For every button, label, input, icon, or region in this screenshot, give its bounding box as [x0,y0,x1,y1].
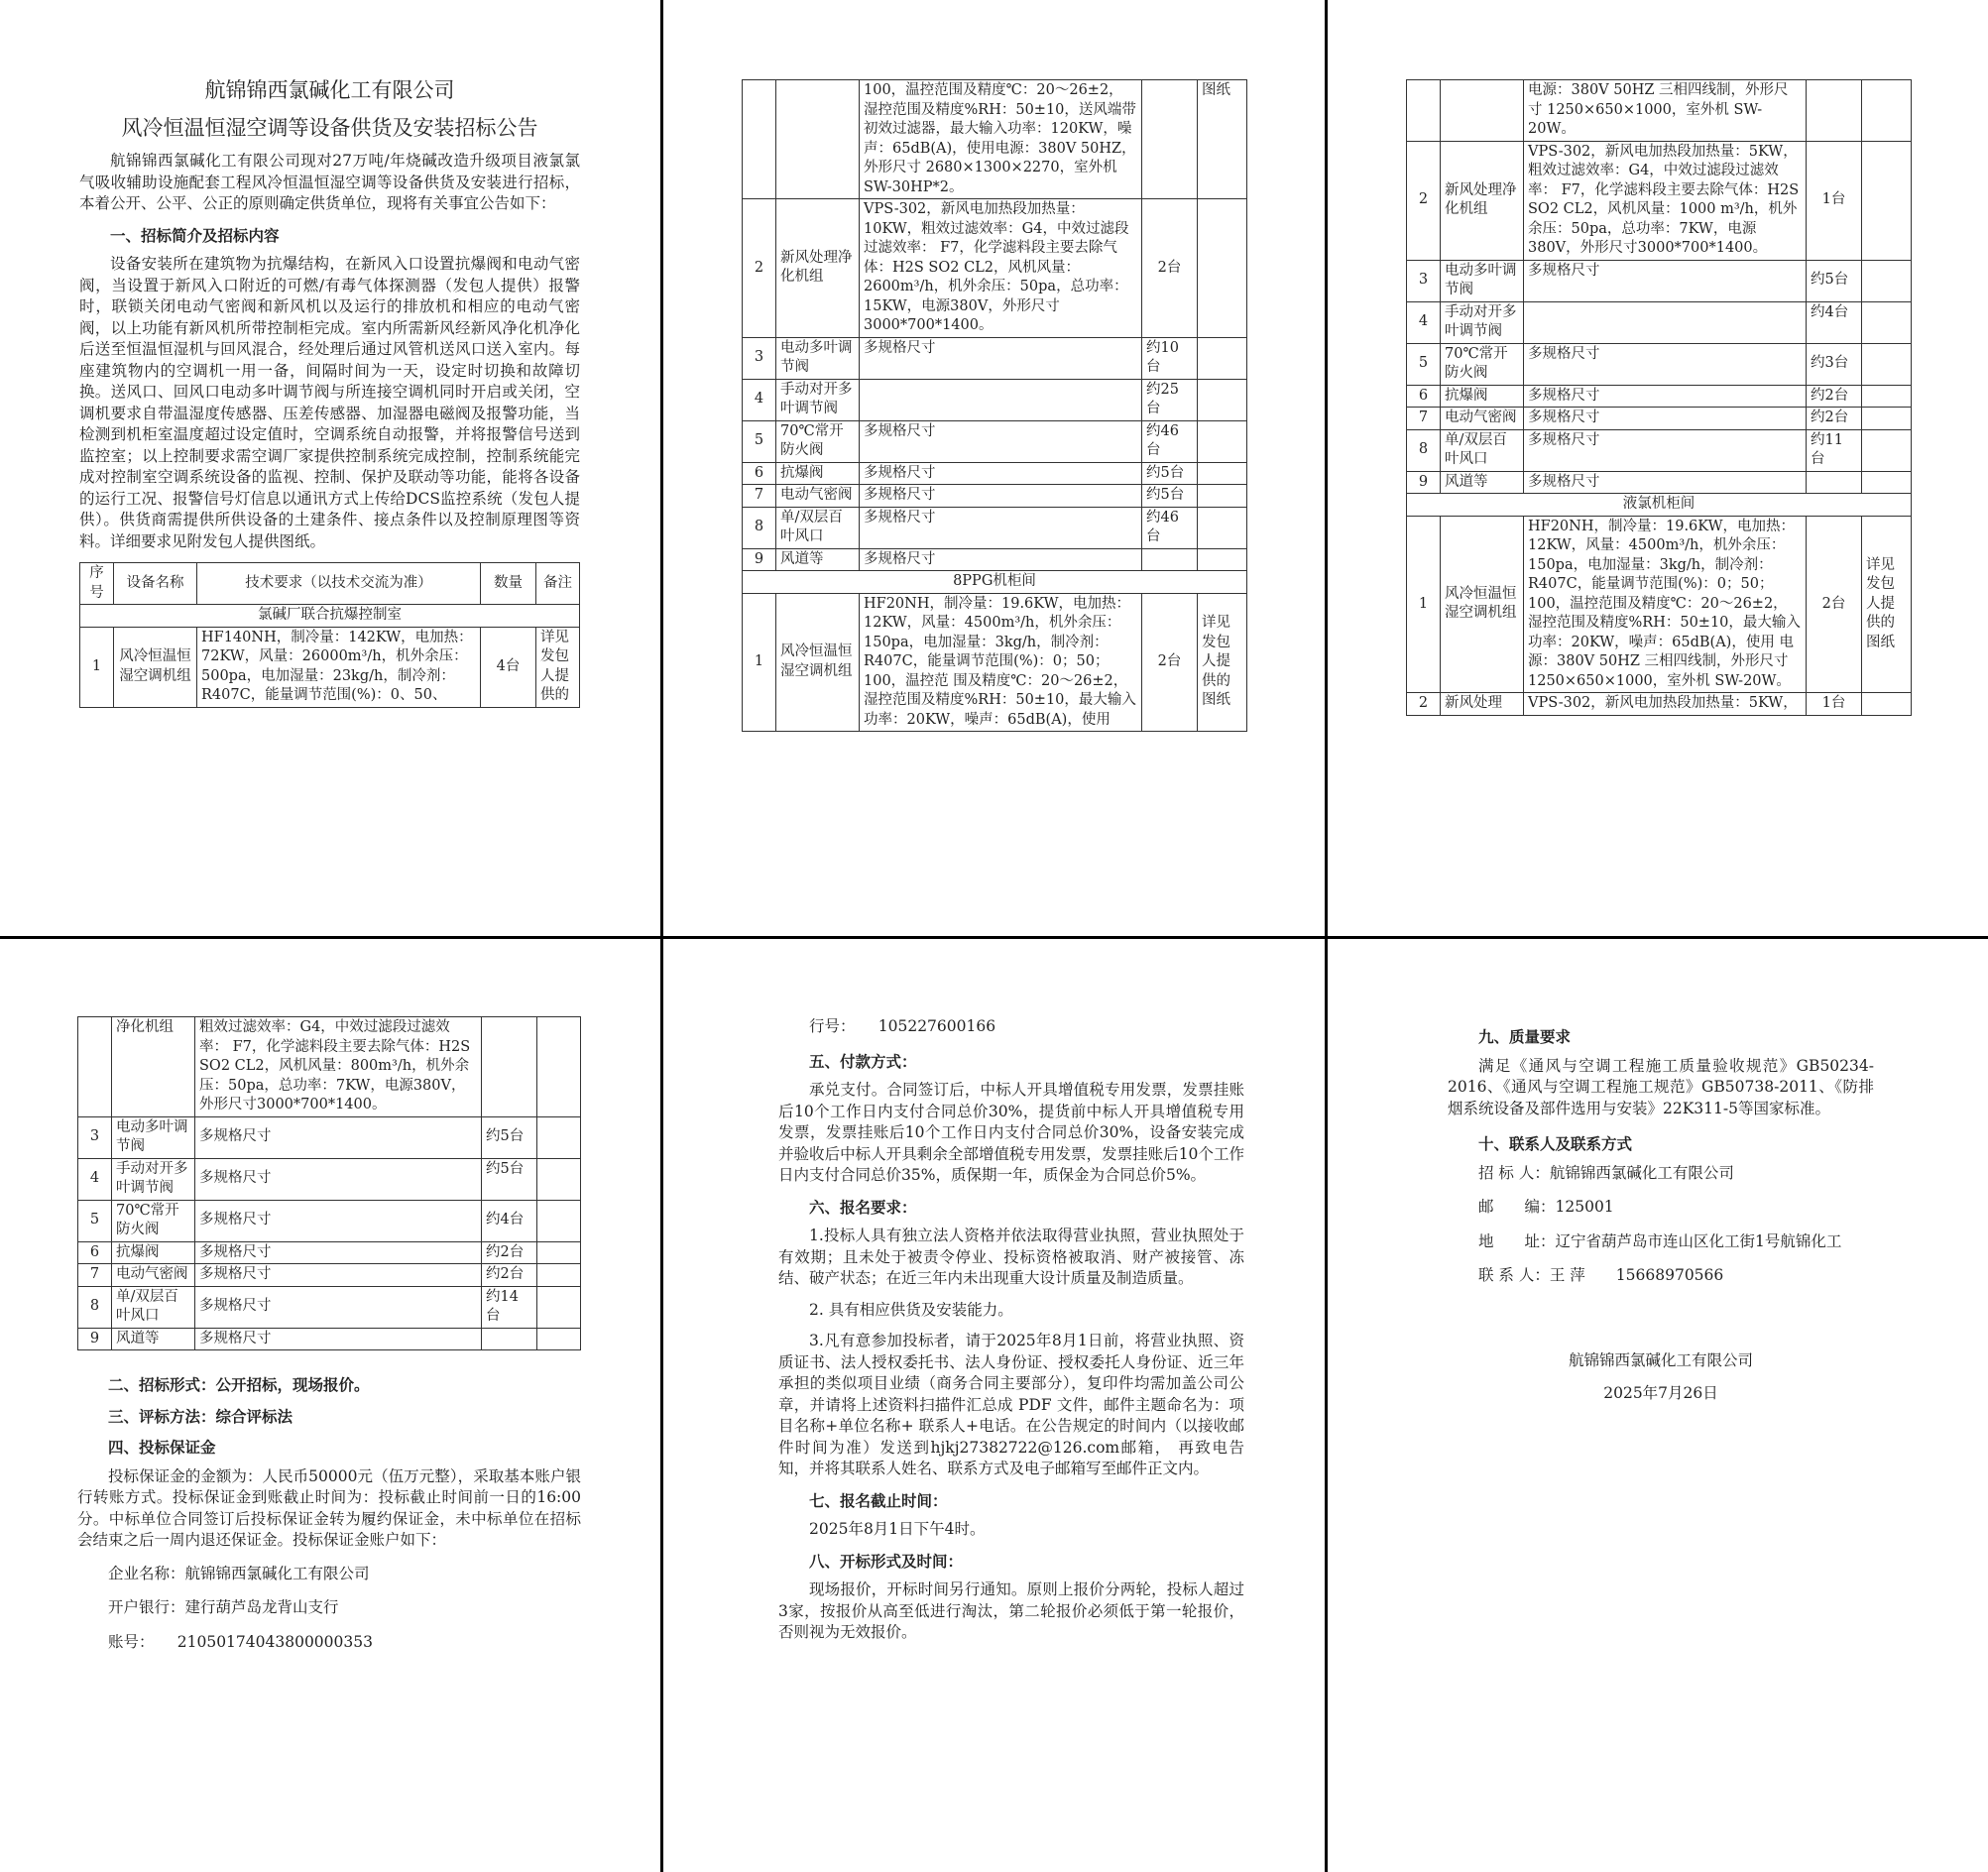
cell-name: 风冷恒温恒湿空调机组 [1441,516,1524,693]
cell-name: 电动多叶调节阀 [112,1116,195,1158]
cell-spec: 多规格尺寸 [195,1264,482,1287]
equipment-table-1 [79,562,580,708]
cell-seq: 6 [743,462,776,485]
cell-spec: 多规格尺寸 [195,1328,482,1350]
cell-seq: 9 [743,548,776,571]
cell-spec: 多规格尺寸 [1524,471,1807,494]
cell-qty: 约46台 [1142,420,1198,462]
group-label: 8PPG机柜间 [743,571,1247,594]
section-6-heading: 六、报名要求： [809,1197,917,1217]
cell-name: 电动气密阀 [112,1264,195,1287]
cell-remark: 详见发包人提供的图纸 [1862,516,1912,693]
cell-name: 手动对开多叶调节阀 [112,1158,195,1200]
table-row [80,627,580,707]
contact-tenderer: 招 标 人：航锦锦西氯碱化工有限公司 [1478,1163,1734,1182]
cell-qty: 约5台 [482,1158,537,1200]
signature-company: 航锦锦西氯碱化工有限公司 [1568,1350,1753,1369]
col-remark: 备注 [536,563,580,605]
cell-qty: 约4台 [1807,301,1862,343]
table-row [743,593,1247,732]
equipment-table-3 [1406,79,1912,716]
table-row [78,1017,581,1117]
cell-qty: 1台 [1807,693,1862,716]
cell-spec: HF140NH，制冷量：142KW，电加热：72KW，风量：26000m³/h，机外余压：500pa，电加湿量：23kg/h，制冷剂：R407C，能量调节范围(%)：0、50、 [197,627,481,707]
account-bank: 开户银行：建行葫芦岛龙背山支行 [108,1598,339,1616]
intro-paragraph: 航锦锦西氯碱化工有限公司现对27万吨/年烧碱改造升级项目液氯氯气吸收辅助设施配套工程风冷恒温恒湿空调等设备供货及安装进行招标，本着公开、公平、公正的原则确定供货单位，现将有关事宜公告如下： [79,152,580,212]
account-name: 企业名称：航锦锦西氯碱化工有限公司 [108,1564,370,1582]
cell-qty: 约4台 [482,1200,537,1241]
cell-name: 风冷恒温恒湿空调机组 [776,593,860,732]
contact-address: 地 址：辽宁省葫芦岛市连山区化工街1号航锦化工 [1478,1231,1842,1250]
table-row [1407,301,1912,343]
cell-seq: 9 [1407,471,1441,494]
table-row [78,1200,581,1241]
cell-seq: 3 [78,1116,112,1158]
cell-seq: 7 [78,1264,112,1287]
cell-qty: 约2台 [1807,385,1862,408]
cell-qty: 约10台 [1142,337,1198,379]
cell-name: 单/双层百叶风口 [776,507,860,548]
cell-seq: 4 [1407,301,1441,343]
deposit-paragraph: 投标保证金的金额为：人民币50000元（伍万元整），采取基本账户银行转账方式。投标保证金到账截止时间为：投标截止时间前一日的16:00分。中标单位合同签订后投标保证金转为履约保证金，未中标单位在招标会结束之后一周内退还保证金。投标保证金账户如下： [77,1466,581,1549]
cell-remark [1198,548,1247,571]
equipment-table-2 [742,79,1247,732]
cell-spec: 多规格尺寸 [1524,385,1807,408]
cell-seq: 7 [743,485,776,508]
cell-remark [1862,141,1912,260]
cell-name: 风道等 [112,1328,195,1350]
cell-seq: 1 [1407,516,1441,693]
cell-qty: 约5台 [1807,260,1862,301]
cell-name: 70℃常开防火阀 [112,1200,195,1241]
table-row [743,507,1247,548]
table-row [1407,429,1912,471]
table-row [743,462,1247,485]
table-row [743,199,1247,338]
table-row [1407,693,1912,716]
cell-seq: 2 [1407,141,1441,260]
quality-paragraph: 满足《通风与空调工程施工质量验收规范》GB50234-2016、《通风与空调工程施工规范》GB50738-2011、《防排烟系统设备及部件选用与安装》22K311-5等国家标准。 [1448,1056,1874,1117]
cell-name: 电动多叶调节阀 [776,337,860,379]
table-header [80,563,580,605]
cell-seq: 3 [743,337,776,379]
cell-spec: 多规格尺寸 [860,420,1142,462]
cell-remark [1862,408,1912,430]
cell-seq: 2 [1407,693,1441,716]
section-5-heading: 五、付款方式： [809,1051,917,1071]
table-row [743,420,1247,462]
cell-spec: 多规格尺寸 [195,1286,482,1328]
cell-seq: 6 [1407,385,1441,408]
divider-h [0,936,1988,939]
cell-remark [1198,199,1247,338]
cell-spec: 多规格尺寸 [860,507,1142,548]
signature-date: 2025年7月26日 [1603,1384,1718,1402]
account-number: 账号： 21050174043800000353 [108,1632,373,1651]
table-row [1407,408,1912,430]
cell-remark [1862,471,1912,494]
cell-spec: 100，温控范围及精度℃：20～26±2，湿控范围及精度%RH：50±10，送风端带初效过滤器，最大输入功率：120KW，噪声：65dB(A)，使用电源：380V 50HZ，外形尺寸 2680×1300×2270，室外机 SW-30HP*2。 [860,80,1142,199]
equipment-table-4 [77,1016,581,1350]
cell-remark [1862,80,1912,142]
cell-remark [537,1328,581,1350]
cell-seq: 2 [743,199,776,338]
table-row [743,485,1247,508]
col-seq: 序号 [80,563,114,605]
cell-name: 单/双层百叶风口 [1441,429,1524,471]
cell-seq: 7 [1407,408,1441,430]
table-row [1407,260,1912,301]
page-4 [77,1016,581,1666]
cell-qty: 4台 [481,627,536,707]
cell-remark: 详见发包人提供的图纸 [1198,593,1247,732]
cell-seq: 4 [78,1158,112,1200]
cell-spec: HF20NH，制冷量：19.6KW，电加热：12KW，风量：4500m³/h，机外余压：150pa，电加湿量：3kg/h，制冷剂：R407C，能量调节范围(%)：0；50；100，温控范 围及精度℃：20～26±2，湿控范围及精度%RH：50±10，最大输入功率：20KW，噪声：65dB(A)，使用 [860,593,1142,732]
table-row [78,1328,581,1350]
cell-spec: 多规格尺寸 [860,548,1142,571]
cell-qty: 约2台 [482,1241,537,1264]
cell-seq: 6 [78,1241,112,1264]
cell-spec: 多规格尺寸 [1524,260,1807,301]
cell-qty: 1台 [1807,141,1862,260]
table-row [78,1116,581,1158]
cell-seq: 5 [78,1200,112,1241]
table-row [743,80,1247,199]
cell-name: 电动气密阀 [776,485,860,508]
table-row [78,1264,581,1287]
cell-remark: 详见发包人提供的 [536,627,580,707]
table-row [743,379,1247,420]
cell-remark [537,1286,581,1328]
cell-qty: 约5台 [482,1116,537,1158]
page-2 [742,79,1247,732]
notice-title: 风冷恒温恒湿空调等设备供货及安装招标公告 [121,116,538,140]
cell-seq [78,1017,112,1117]
page-1 [79,75,580,708]
cell-spec: 多规格尺寸 [1524,343,1807,385]
cell-spec: 多规格尺寸 [195,1200,482,1241]
page-3 [1406,79,1912,716]
cell-remark [1198,420,1247,462]
section-8-heading: 八、开标形式及时间： [809,1551,964,1571]
cell-name: 新风处理 [1441,693,1524,716]
cell-name: 抗爆阀 [112,1241,195,1264]
section-3-heading: 三、评标方法：综合评标法 [108,1406,293,1426]
cell-spec: VPS-302，新风电加热段加热量：5KW，粗效过滤效率：G4，中效过滤段过滤效率： F7，化学滤料段主要去除气体：H2S SO2 CL2，风机风量：1000 m³/h，机外余压：50pa，总功率：7KW，电源380V，外形尺寸3000*700*1400。 [1524,141,1807,260]
cell-qty: 约14台 [482,1286,537,1328]
cell-name: 手动对开多叶调节阀 [1441,301,1524,343]
cell-name: 新风处理净化机组 [776,199,860,338]
cell-qty: 约46台 [1142,507,1198,548]
cell-spec: 多规格尺寸 [1524,429,1807,471]
cell-seq: 5 [1407,343,1441,385]
cell-name [776,80,860,199]
cell-qty [482,1017,537,1117]
cell-qty: 约25台 [1142,379,1198,420]
section-4-heading: 四、投标保证金 [108,1438,216,1457]
group-label: 液氯机柜间 [1407,494,1912,517]
section-10-heading: 十、联系人及联系方式 [1478,1134,1633,1153]
cell-spec: VPS-302，新风电加热段加热量：10KW，粗效过滤效率：G4，中效过滤段过滤效率： F7，化学滤料段主要去除气体：H2S SO2 CL2，风机风量：2600m³/h，机外余压：50pa，总功率：15KW，电源380V，外形尺寸3000*700*1400。 [860,199,1142,338]
cell-name: 抗爆阀 [776,462,860,485]
cell-seq: 8 [78,1286,112,1328]
cell-qty: 约5台 [1142,462,1198,485]
cell-name [1441,80,1524,142]
cell-seq: 8 [743,507,776,548]
section-2-heading: 二、招标形式：公开招标，现场报价。 [108,1375,370,1394]
page-6 [1448,1016,1874,1405]
table-row [743,548,1247,571]
col-name: 设备名称 [114,563,197,605]
cell-qty: 约2台 [1807,408,1862,430]
section-1-body: 设备安装所在建筑物为抗爆结构，在新风入口设置抗爆阀和电动气密阀，当设置于新风入口附近的可燃/有毒气体探测器（发包人提供）报警时，联锁关闭电动气密阀和新风机以及运行的排放机和相应的电动气密阀，以上功能有新风机所带控制柜完成。室内所需新风经新风净化机净化后送至恒温恒湿机与回风混合，经处理后通过风管机送风口送入室内。每座建筑物内的空调机一用一备，间隔时间为一天，设定时切换和故障切换。送风口、回风口电动多叶调节阀与所连接空调机同时开启或关闭，空调机要求自带温湿度传感器、压差传感器、加湿器电磁阀及报警功能，当检测到机柜室温度超过设定值时，空调系统自动报警，并将报警信号送到监控室；以上控制要求需空调厂家提供控制系统完成控制，控制系统能完成对控制室空调系统设备的监视、控制、保护及联动等功能，能将各设备的运行工况、报警信号灯信息以通讯方式上传给DCS监控系统（发包人提供）。供货商需提供所供设备的土建条件、接点条件以及控制原理图等资料。详细要求见附发包人提供图纸。 [79,255,580,550]
cell-spec: 多规格尺寸 [860,462,1142,485]
contact-postcode: 邮 编：125001 [1478,1198,1614,1216]
section-1-heading: 一、招标简介及招标内容 [110,225,280,245]
table-row [1407,385,1912,408]
cell-qty [1142,548,1198,571]
table-row [1407,516,1912,693]
cell-qty: 2台 [1807,516,1862,693]
col-spec: 技术要求（以技术交流为准） [197,563,481,605]
section-9-heading: 九、质量要求 [1478,1027,1572,1046]
col-qty: 数量 [481,563,536,605]
cell-spec: HF20NH，制冷量：19.6KW，电加热：12KW，风量：4500m³/h，机外余压：150pa，电加湿量：3kg/h，制冷剂：R407C，能量调节范围(%)：0；50；100，温控范围及精度℃：20～26±2，湿控范围及精度%RH：50±10，最大输入功率：20KW，噪声：65dB(A)，使用 电源：380V 50HZ 三相四线制，外形尺寸 1250×650×1000，室外机 SW-20W。 [1524,516,1807,693]
cell-qty [1807,80,1862,142]
table-row [1407,141,1912,260]
cell-name: 新风处理净化机组 [1441,141,1524,260]
cell-spec: 多规格尺寸 [195,1241,482,1264]
cell-name: 抗爆阀 [1441,385,1524,408]
table-row [78,1241,581,1264]
cell-spec: VPS-302，新风电加热段加热量：5KW， [1524,693,1807,716]
cell-qty: 约11台 [1807,429,1862,471]
cell-name: 单/双层百叶风口 [112,1286,195,1328]
cell-seq: 1 [743,593,776,732]
cell-qty: 约3台 [1807,343,1862,385]
cell-seq: 1 [80,627,114,707]
page-5 [778,1016,1244,1644]
table-row [78,1286,581,1328]
cell-spec [860,379,1142,420]
payment-paragraph: 承兑支付。合同签订后，中标人开具增值税专用发票，发票挂账后10个工作日内支付合同总价30%，提货前中标人开具增值税专用发票，发票挂账后10个工作日内支付合同总价30%，设备安装完成并验收后中标人开具剩余全部增值税专用发票，发票挂账后10个工作日内支付合同总价35%，质保期一年，质保金为合同总价5%。 [778,1081,1244,1184]
cell-remark [1862,301,1912,343]
cell-remark [537,1158,581,1200]
cell-remark [537,1017,581,1117]
cell-seq [1407,80,1441,142]
table-row [743,337,1247,379]
cell-seq: 9 [78,1328,112,1350]
cell-qty [1807,471,1862,494]
table-row [1407,80,1912,142]
cell-qty [1142,80,1198,199]
cell-remark [537,1116,581,1158]
cell-seq: 5 [743,420,776,462]
table-row [78,1158,581,1200]
cell-remark [1198,337,1247,379]
cell-qty: 约2台 [482,1264,537,1287]
requirement-2: 2. 具有相应供货及安装能力。 [809,1300,1013,1319]
cell-qty [482,1328,537,1350]
cell-name: 风道等 [776,548,860,571]
cell-remark [1198,462,1247,485]
cell-name: 电动多叶调节阀 [1441,260,1524,301]
company-heading: 航锦锦西氯碱化工有限公司 [204,78,455,102]
cell-name: 风冷恒温恒湿空调机组 [114,627,197,707]
cell-qty: 2台 [1142,593,1198,732]
cell-seq: 4 [743,379,776,420]
table-row [1407,471,1912,494]
cell-remark [1862,385,1912,408]
cell-remark: 图纸 [1198,80,1247,199]
cell-name: 风道等 [1441,471,1524,494]
table-row [1407,343,1912,385]
cell-remark [1862,429,1912,471]
cell-spec: 多规格尺寸 [1524,408,1807,430]
requirement-3: 3.凡有意参加投标者，请于2025年8月1日前，将营业执照、资质证书、法人授权委托书、法人身份证、授权委托人身份证、近三年承担的类似项目业绩（商务合同主要部分），复印件均需加盖公司公章，并请将上述资料扫描件汇总成 PDF 文件，邮件主题命名为：项目名称+单位名称+ 联系人+电话。在公告规定的时间内（以接收邮件时间为准）发送到hjkj27382722@126.com邮箱， 再致电告知，并将其联系人姓名、联系方式及电子邮箱写至邮件正文内。 [778,1332,1244,1477]
cell-seq [743,80,776,199]
cell-spec: 多规格尺寸 [195,1158,482,1200]
cell-name: 净化机组 [112,1017,195,1117]
cell-seq: 3 [1407,260,1441,301]
cell-remark [1862,343,1912,385]
cell-remark [1198,507,1247,548]
cell-remark [537,1264,581,1287]
bank-number: 行号： 105227600166 [809,1017,996,1035]
deadline-text: 2025年8月1日下午4时。 [809,1520,986,1538]
cell-remark [1862,260,1912,301]
cell-remark [1198,485,1247,508]
section-7-heading: 七、报名截止时间： [809,1490,948,1510]
opening-paragraph: 现场报价，开标时间另行通知。原则上报价分两轮，投标人超过3家，按报价从高至低进行淘汰，第二轮报价必须低于第一轮报价，否则视为无效报价。 [778,1580,1244,1641]
cell-remark [1198,379,1247,420]
group-label: 氯碱厂联合抗爆控制室 [80,605,580,628]
cell-name: 70℃常开防火阀 [1441,343,1524,385]
cell-spec: 多规格尺寸 [195,1116,482,1158]
cell-name: 电动气密阀 [1441,408,1524,430]
requirement-1: 1.投标人具有独立法人资格并依法取得营业执照，营业执照处于有效期；且未处于被责令停业、投标资格被取消、财产被接管、冻结、破产状态；在近三年内未出现重大设计质量及制造质量。 [778,1227,1244,1287]
cell-name: 70℃常开防火阀 [776,420,860,462]
cell-name: 手动对开多叶调节阀 [776,379,860,420]
cell-spec: 粗效过滤效率：G4，中效过滤段过滤效率： F7，化学滤料段主要去除气体：H2S SO2 CL2，风机风量：800m³/h，机外余压：50pa，总功率：7KW，电源380V，外形尺寸3000*700*1400。 [195,1017,482,1117]
cell-seq: 8 [1407,429,1441,471]
cell-remark [537,1200,581,1241]
cell-remark [1862,693,1912,716]
cell-spec [1524,301,1807,343]
cell-qty: 约5台 [1142,485,1198,508]
cell-remark [537,1241,581,1264]
cell-spec: 电源：380V 50HZ 三相四线制，外形尺寸 1250×650×1000，室外机 SW-20W。 [1524,80,1807,142]
cell-spec: 多规格尺寸 [860,485,1142,508]
contact-person: 联 系 人：王 萍 15668970566 [1478,1266,1724,1284]
cell-spec: 多规格尺寸 [860,337,1142,379]
cell-qty: 2台 [1142,199,1198,338]
